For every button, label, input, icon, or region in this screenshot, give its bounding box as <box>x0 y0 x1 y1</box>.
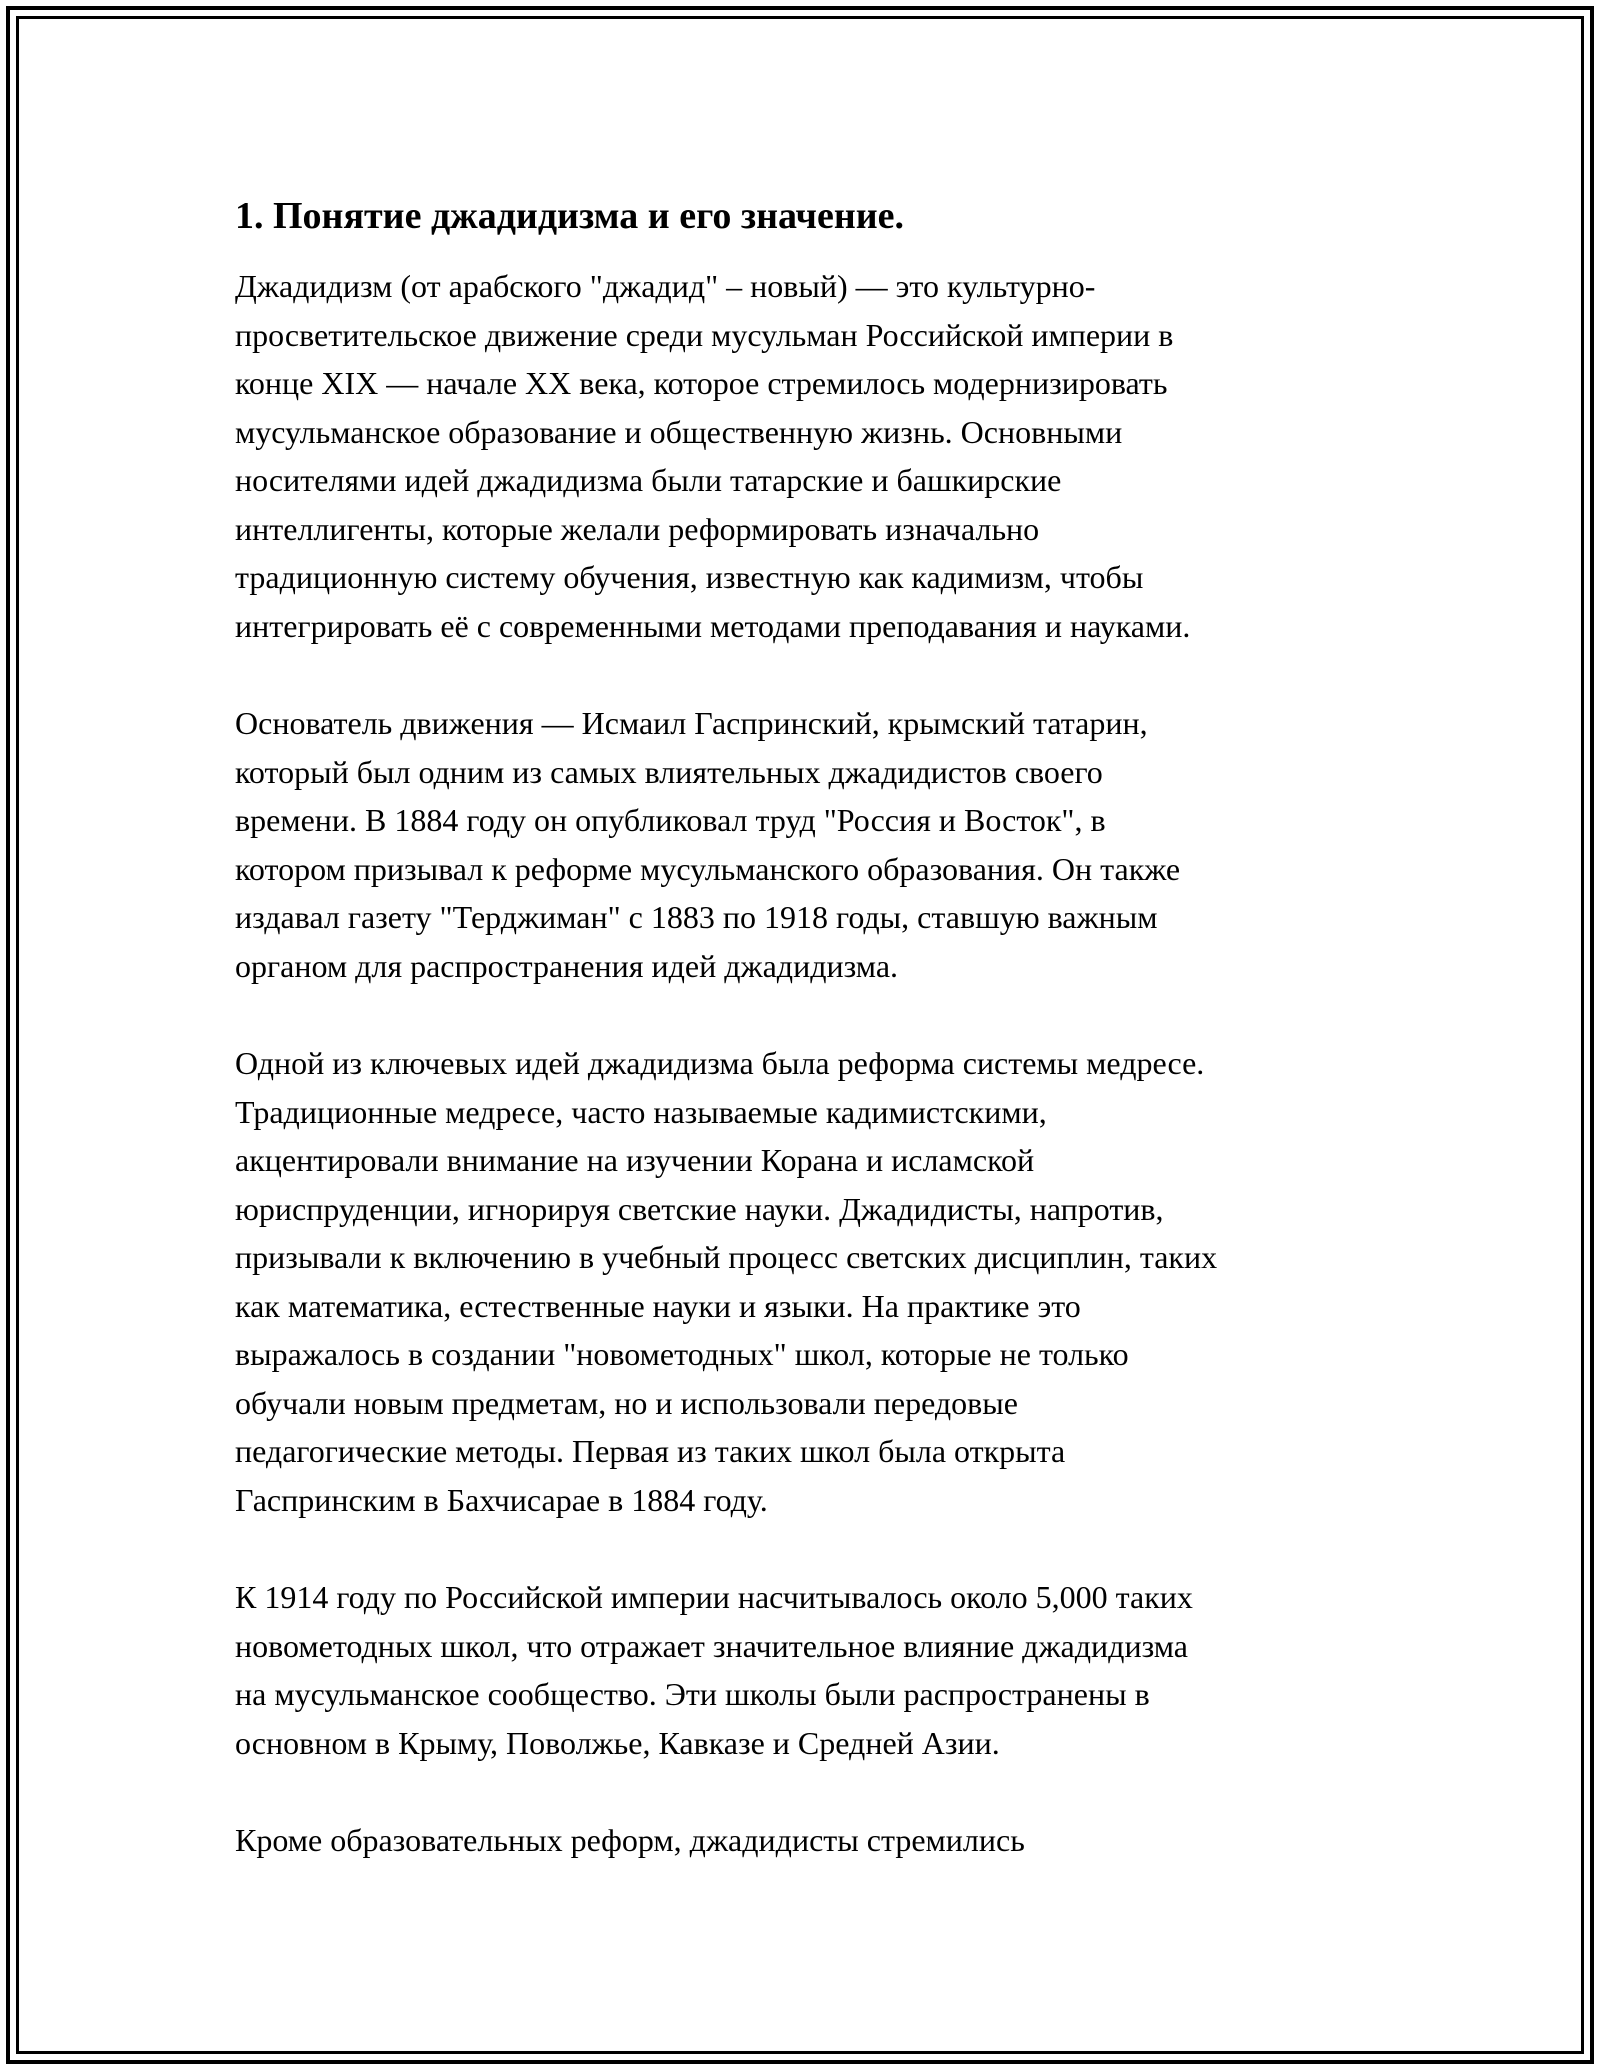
paragraph-2 <box>235 699 1415 990</box>
text-line: призывали к включению в учебный процесс светских дисциплин, таких <box>235 1239 1218 1275</box>
text-line: на мусульманское сообщество. Эти школы были распространены в <box>235 1676 1150 1712</box>
text-line: который был одним из самых влиятельных джадидистов своего <box>235 753 1103 790</box>
paragraph-1 <box>235 262 1415 650</box>
text-line: новометодных школ, что отражает значительное влияние джадидизма <box>235 1627 1188 1664</box>
text-line: органом для распространения идей джадидизма. <box>235 947 899 984</box>
text-line: К 1914 году по Российской империи насчитывалось около 5,000 таких <box>235 1579 1193 1615</box>
text-line: традиционную систему обучения, известную как кадимизм, чтобы <box>235 559 1144 595</box>
text-line: просветительское движение среди мусульман Российской империи в <box>235 316 1174 353</box>
text-line: Кроме образовательных реформ, джадидисты стремились <box>235 1822 1025 1858</box>
paragraph-3 <box>235 1039 1415 1524</box>
document-page <box>235 188 1415 1914</box>
text-line: мусульманское образование и общественную жизнь. Основными <box>235 413 1123 450</box>
text-line: Одной из ключевых идей джадидизма была реформа системы медресе. <box>235 1045 1205 1081</box>
text-line: интегрировать её с современными методами преподавания и науками. <box>235 607 1191 644</box>
text-line: котором призывал к реформе мусульманского образования. Он также <box>235 850 1181 887</box>
text-line: Традиционные медресе, часто называемые кадимистскими, <box>235 1093 1047 1130</box>
text-line: времени. В 1884 году он опубликовал труд "Россия и Восток", в <box>235 802 1106 838</box>
section-title: 1. Понятие джадидизма и его значение. <box>235 195 904 237</box>
text-line: обучали новым предметам, но и использовали передовые <box>235 1384 1018 1421</box>
text-line: Основатель движения — Исмаил Гаспринский, крымский татарин, <box>235 705 1148 741</box>
text-line: интеллигенты, которые желали реформировать изначально <box>235 510 1040 547</box>
text-line: издавал газету "Терджиман" с 1883 по 1918 годы, ставшую важным <box>235 899 1158 935</box>
text-line: носителями идей джадидизма были татарские и башкирские <box>235 462 1062 498</box>
text-line: выражалось в создании "новометодных" школ, которые не только <box>235 1336 1129 1372</box>
text-line: конце XIX — начале XX века, которое стремилось модернизировать <box>235 365 1168 401</box>
paragraph-5 <box>235 1816 1415 1865</box>
text-line: юриспруденции, игнорируя светские науки. Джадидисты, напротив, <box>235 1190 1164 1227</box>
paragraph-4 <box>235 1573 1415 1767</box>
text-line: педагогические методы. Первая из таких школ была открыта <box>235 1433 1066 1469</box>
text-line: Гаспринским в Бахчисарае в 1884 году. <box>235 1481 768 1518</box>
text-line: акцентировали внимание на изучении Корана и исламской <box>235 1142 1035 1178</box>
text-line: основном в Крыму, Поволжье, Кавказе и Средней Азии. <box>235 1724 1000 1761</box>
text-line: Джадидизм (от арабского "джадид" – новый) — это культурно- <box>235 268 1096 304</box>
text-line: как математика, естественные науки и языки. На практике это <box>235 1287 1081 1324</box>
